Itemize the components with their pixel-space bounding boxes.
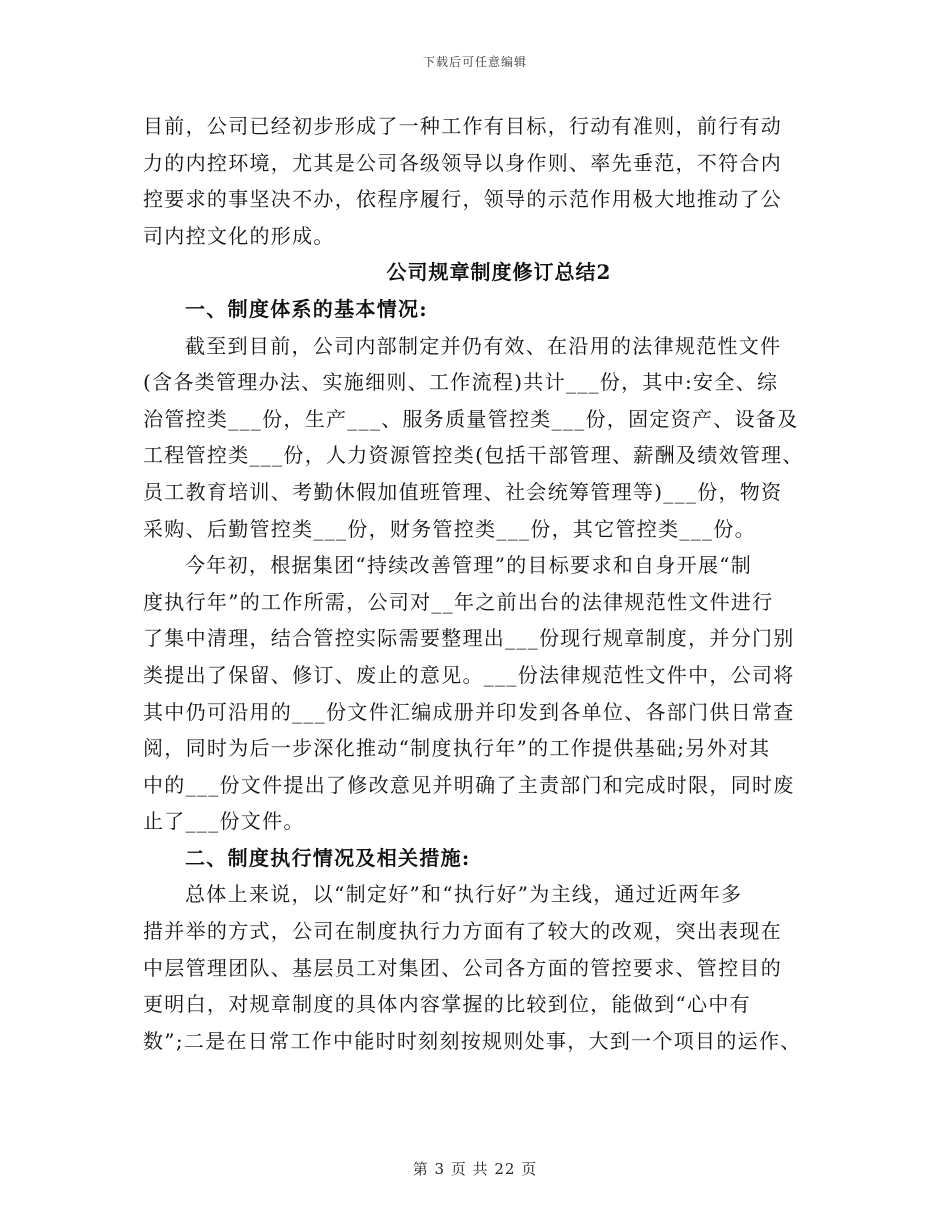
paragraph-line: (含各类管理办法、实施细则、工作流程)共计___份，其中:安全、综 — [143, 370, 779, 395]
paragraph-line: 工程管控类___份，人力资源管控类(包括干部管理、薪酬及绩效管理、 — [143, 443, 804, 468]
document-title: 公司规章制度修订总结2 — [386, 260, 612, 285]
paragraph-line: 止了___份文件。 — [143, 809, 305, 834]
section-heading-2: 二、制度执行情况及相关措施: — [185, 845, 471, 870]
paragraph-line: 其中仍可沿用的___份文件汇编成册并印发到各单位、各部门供日常查 — [143, 699, 795, 724]
intro-line: 控要求的事坚决不办，依程序履行，领导的示范作用极大地推动了公 — [143, 187, 782, 212]
intro-line: 力的内控环境，尤其是公司各级领导以身作则、率先垂范，不符合内 — [143, 150, 782, 175]
paragraph-line: 中层管理团队、基层员工对集团、公司各方面的管控要求、管控目的 — [143, 955, 782, 980]
paragraph-line: 度执行年”的工作所需，公司对__年之前出台的法律规范性文件进行 — [143, 589, 774, 614]
section-heading-1: 一、制度体系的基本情况: — [185, 296, 428, 321]
intro-line: 目前，公司已经初步形成了一种工作有目标，行动有准则，前行有动 — [143, 114, 782, 138]
paragraph-line: 截至到目前，公司内部制定并仍有效、在沿用的法律规范性文件 — [185, 333, 782, 358]
paragraph-line: 中的___份文件提出了修改意见并明确了主责部门和完成时限，同时废 — [143, 772, 795, 797]
paragraph-line: 采购、后勤管控类___份，财务管控类___份，其它管控类___份。 — [143, 516, 756, 541]
document-body — [143, 108, 815, 1059]
paragraph-line: 类提出了保留、修订、废止的意见。___份法律规范性文件中，公司将 — [143, 662, 795, 687]
paragraph-line: 治管控类___份，生产___、服务质量管控类___份，固定资产、设备及 — [143, 406, 799, 431]
paragraph-line: 了集中清理，结合管控实际需要整理出___份现行规章制度，并分门别 — [143, 626, 795, 651]
paragraph-line: 更明白，对规章制度的具体内容掌握的比较到位，能做到“心中有 — [143, 992, 751, 1017]
paragraph-line: 今年初，根据集团“持续改善管理”的目标要求和自身开展“制 — [185, 553, 753, 578]
paragraph-line: 数”;二是在日常工作中能时时刻刻按规则处事，大到一个项目的运作、 — [143, 1028, 802, 1053]
paragraph-line: 阅，同时为后一步深化推动“制度执行年”的工作提供基础;另外对其 — [143, 736, 771, 761]
paragraph-line: 总体上来说，以“制定好”和“执行好”为主线，通过近两年多 — [185, 882, 743, 907]
page-number: 第 3 页 共 22 页 — [412, 1160, 538, 1178]
header-note: 下载后可任意编辑 — [422, 55, 527, 69]
paragraph-line: 措并举的方式，公司在制度执行力方面有了较大的改观，突出表现在 — [143, 919, 782, 944]
paragraph-line: 员工教育培训、考勤休假加值班管理、社会统筹管理等)___份，物资 — [143, 479, 783, 504]
intro-line: 司内控文化的形成。 — [143, 223, 335, 248]
